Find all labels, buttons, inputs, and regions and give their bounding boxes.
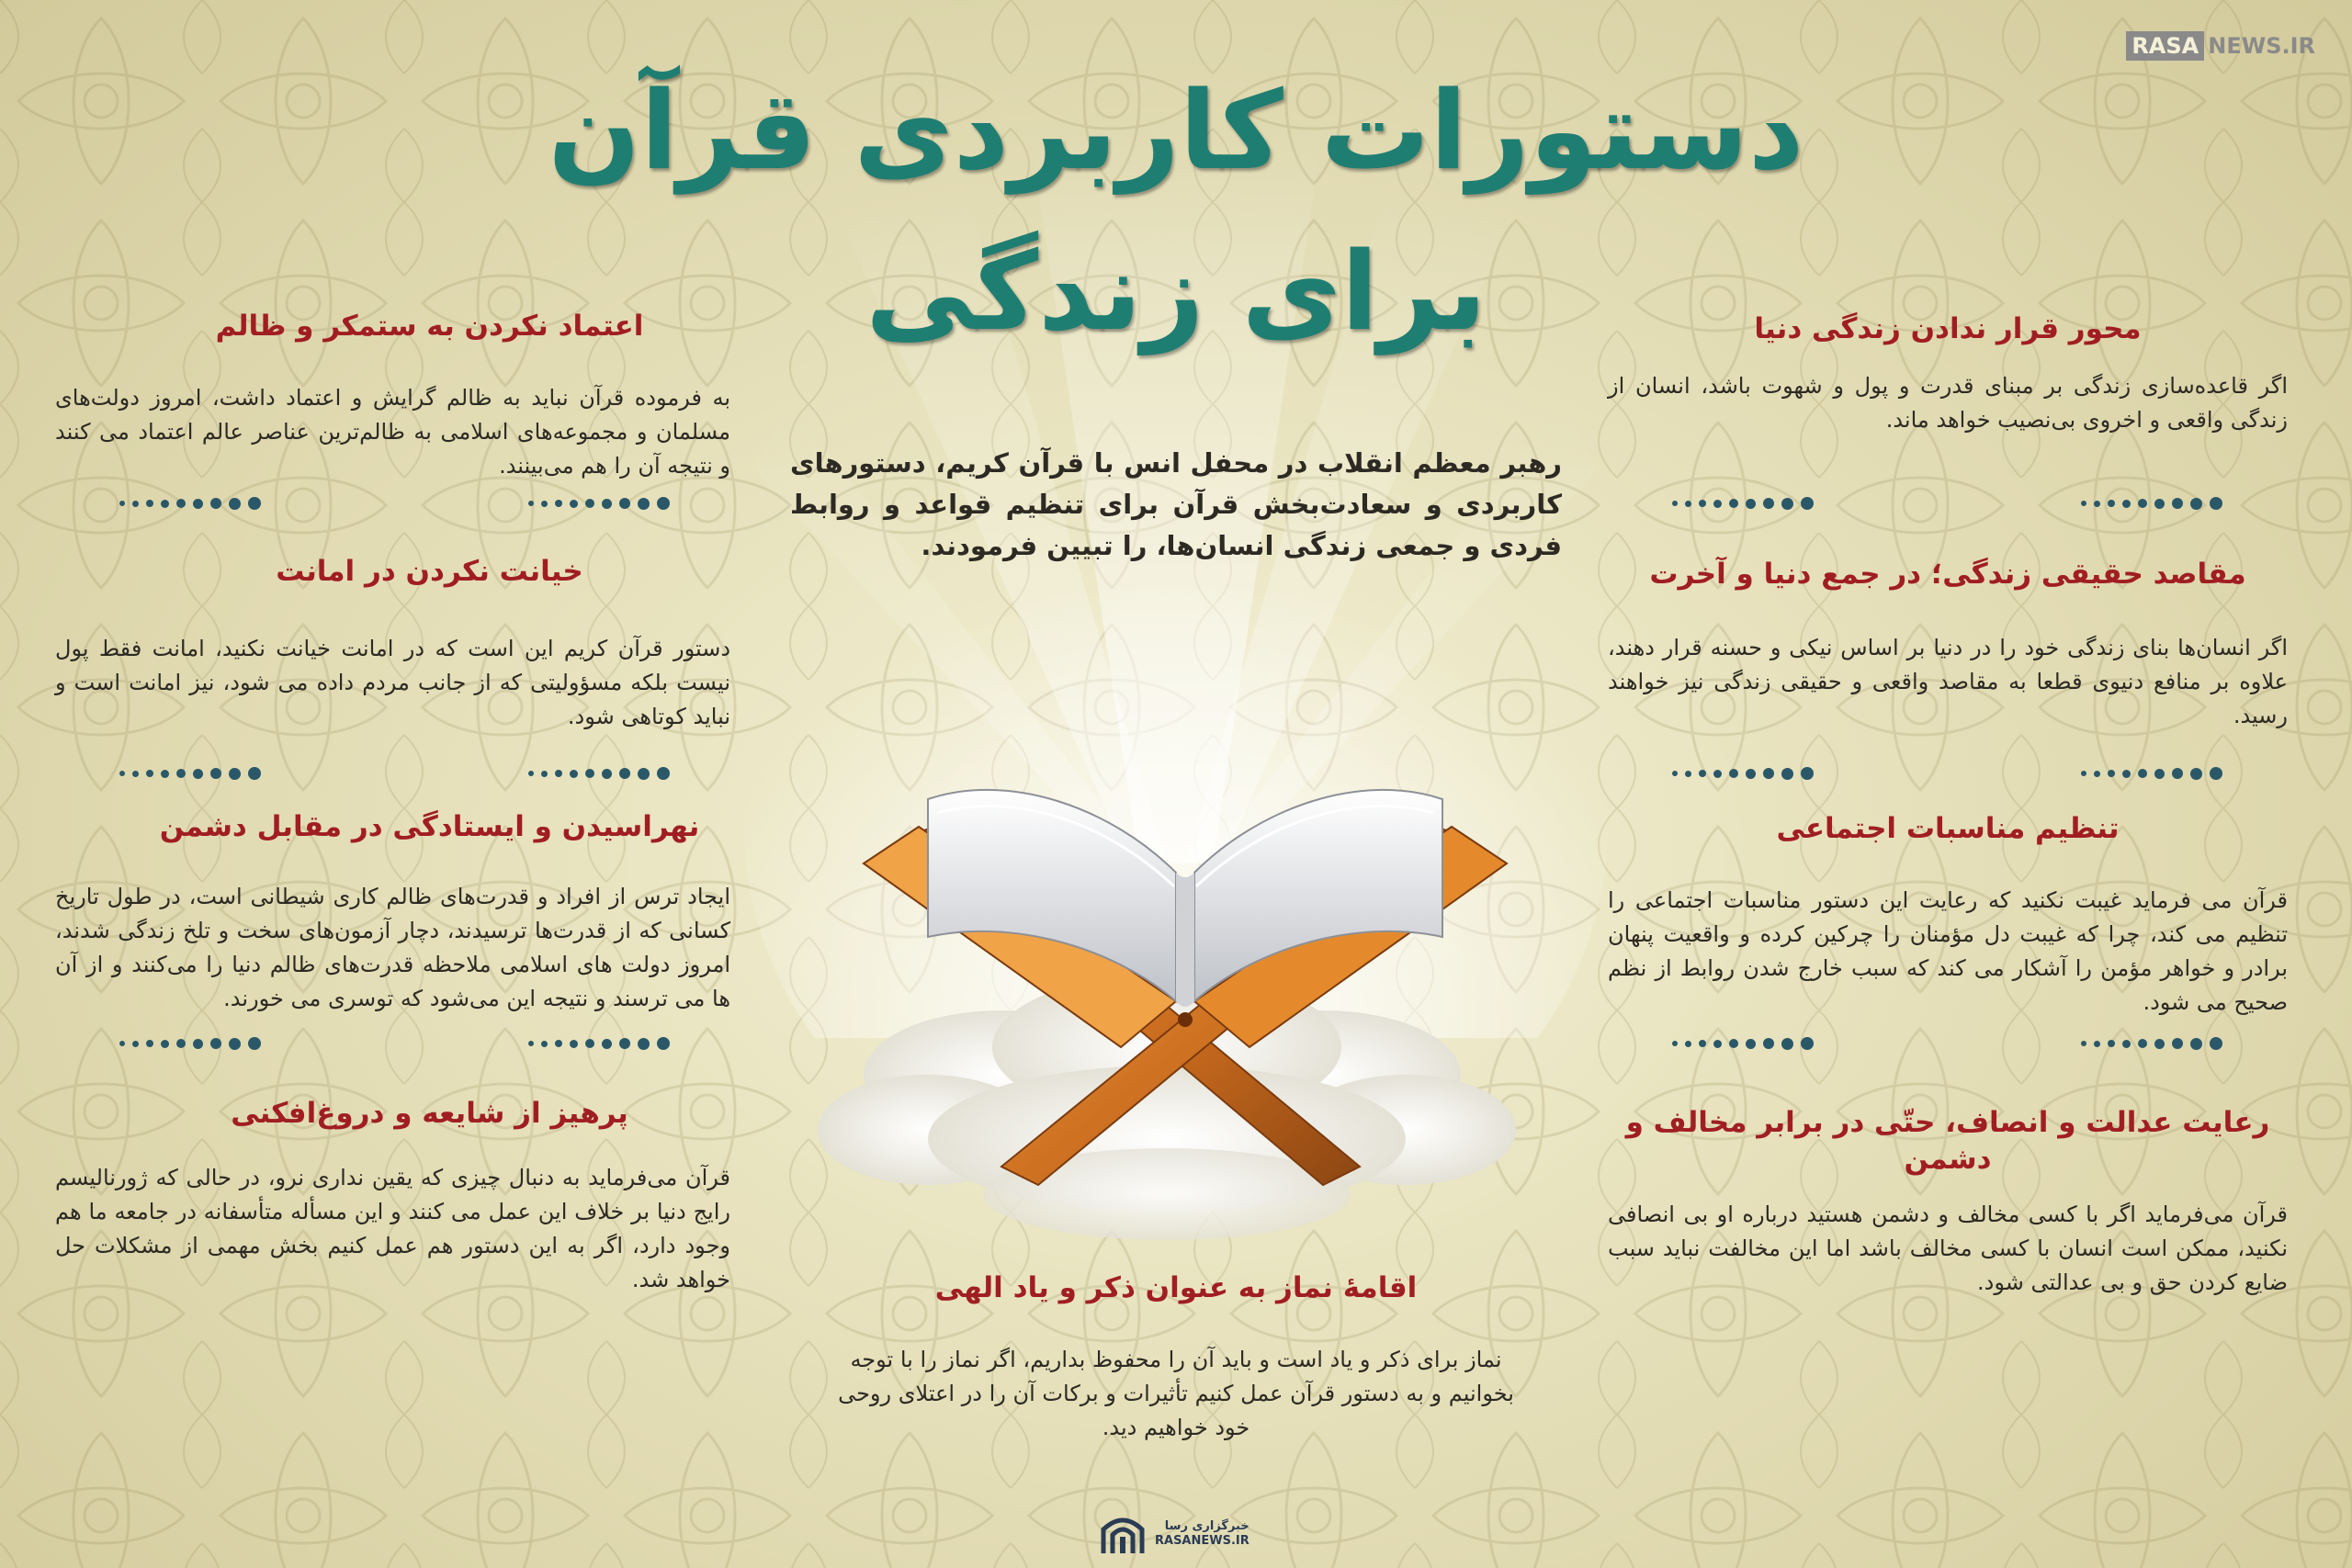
separator-dot [657, 1037, 670, 1050]
separator-dot [2138, 1039, 2147, 1048]
separator-dot [2210, 767, 2222, 780]
separator-dot [541, 771, 548, 777]
separator-dot [1672, 501, 1678, 506]
section-title: محور قرار ندادن زندگی دنیا [1754, 312, 2142, 345]
separator-dot [1713, 770, 1722, 778]
separator-dot [248, 767, 261, 780]
separator-dot [1713, 500, 1722, 508]
separator-dot [229, 498, 241, 510]
separator-dots [1672, 1034, 1814, 1053]
section-text: به فرموده قرآن نباید به ظالم گرایش و اعتماد داشت، امروز دولت‌های مسلمان و مجموعه‌های اسلامی به ظالم‌ترین عناصر عالم اعتماد می کنند و نتیجه آن را هم می‌بینند. [55, 385, 730, 479]
intro-text: رهبر معظم انقلاب در محفل انس با قرآن کریم، دستورهای کاربردی و سعادت‌بخش قرآن برای تنظیم قواعد و روابط فردی و جمعی زندگی انسان‌ها، را تبیین فرمودند. [790, 447, 1562, 561]
separator-dot [619, 498, 630, 509]
separator-dot [1763, 768, 1774, 779]
section-text: قرآن می‌فرماید اگر با کسی مخالف و دشمن هستید درباره او بی انصافی نکنید، ممکن است انسان با کسی مخالف باشد اما این مخالفت نباید سبب ضایع کردن حق و بی عدالتی شود. [1608, 1201, 2288, 1295]
quran-illustration [808, 772, 1525, 1249]
logo-line-1: خبرگزاری رسا [1164, 1519, 1250, 1533]
separator-dots [1672, 494, 1814, 513]
separator-dot [619, 1038, 630, 1049]
separator-dot [229, 768, 241, 780]
section-title: مقاصد حقیقی زندگی؛ در جمع دنیا و آخرت [1649, 558, 2246, 591]
separator-dot [2081, 1041, 2086, 1046]
section-text: دستور قرآن کریم این است که در امانت خیانت نکنید، امانت فقط پول نیست بلکه مسؤولیتی که از جانب مردم داده می شود، نیز امانت است و نباید کوتاهی شود. [55, 636, 730, 729]
separator-dot [1699, 1040, 1706, 1047]
separator-dot [1699, 500, 1706, 507]
separator-dot [2172, 768, 2183, 779]
separator-dot [2172, 498, 2183, 509]
separator-dot [2154, 1039, 2165, 1049]
separator-dots [119, 494, 261, 513]
separator-dot [570, 770, 578, 778]
separator-dot [1672, 1041, 1678, 1046]
separator-dot [1685, 771, 1691, 777]
section-title: تنظیم مناسبات اجتماعی [1776, 812, 2120, 845]
separator-dot [210, 768, 221, 779]
separator-dot [585, 1039, 594, 1048]
separator-dot [602, 1039, 612, 1049]
separator-dot [1781, 768, 1793, 780]
separator-dots [2081, 494, 2222, 513]
separator-dot [1781, 1038, 1793, 1050]
separator-dot [541, 501, 548, 507]
separator-dot [161, 500, 169, 508]
separator-dot [1763, 498, 1774, 509]
separator-dot [638, 498, 650, 510]
separator-dot [176, 499, 186, 508]
separator-dot [585, 499, 594, 508]
separator-dot [2190, 768, 2202, 780]
separator-dot [146, 500, 153, 507]
separator-dot [119, 1041, 125, 1046]
separator-dot [193, 1039, 203, 1049]
separator-dot [1729, 1039, 1738, 1048]
separator-dot [602, 769, 612, 779]
separator-dot [2154, 499, 2165, 509]
separator-dot [2154, 769, 2165, 779]
separator-dot [132, 771, 139, 777]
section-title: خیانت نکردن در امانت [276, 555, 583, 588]
section-title: اقامهٔ نماز به عنوان ذکر و یاد الهی [934, 1271, 1418, 1304]
separator-dot [176, 769, 186, 778]
separator-dot [1801, 497, 1814, 510]
separator-dot [146, 1040, 153, 1047]
separator-dot [210, 498, 221, 509]
watermark-rasa: RASA [2126, 31, 2204, 61]
separator-dots [119, 764, 261, 783]
separator-dot [2094, 771, 2100, 777]
separator-dot [528, 1041, 534, 1046]
separator-dot [248, 1037, 261, 1050]
section-text: قرآن می‌فرماید به دنبال چیزی که یقین نداری نرو، در حالی که ژورنالیسم رایج دنیا بر خلاف این عمل می کنند و این مسأله متأسفانه در جامعه ما هم وجود دارد، اگر به این دستور هم عمل کنیم بخش مهمی از مشکلات حل خواهد شد. [55, 1165, 730, 1292]
separator-dot [161, 770, 169, 778]
separator-dot [1729, 499, 1738, 508]
separator-dot [161, 1040, 169, 1048]
section-right-4 [1608, 1104, 2288, 1300]
separator-dot [2081, 501, 2086, 506]
section-left-4 [55, 1095, 730, 1297]
logo-line-2: RASANEWS.IR [1155, 1534, 1250, 1548]
separator-dot [528, 501, 534, 506]
separator-dot [1685, 1041, 1691, 1047]
separator-dot [1672, 771, 1678, 776]
separator-dot [602, 499, 612, 509]
separator-dots [528, 764, 670, 783]
separator-dot [2108, 1040, 2115, 1047]
separator-dot [1801, 767, 1814, 780]
section-title: نهراسیدن و ایستادگی در مقابل دشمن [159, 810, 700, 843]
separator-dot [638, 768, 650, 780]
separator-dot [1699, 770, 1706, 777]
separator-dot [2094, 1041, 2100, 1047]
separator-dot [585, 769, 594, 778]
separator-dot [1685, 501, 1691, 507]
separator-dot [248, 497, 261, 510]
title-line-1: دستورات کاربردی قرآن [548, 67, 1804, 194]
separator-dot [555, 1040, 562, 1047]
separator-dot [2081, 771, 2086, 776]
separator-dot [2138, 769, 2147, 778]
separator-dot [2210, 1037, 2222, 1050]
section-text: ایجاد ترس از افراد و قدرت‌های ظالم کاری شیطانی است، در طول تاریخ کسانی که از قدرت‌ها ترسیدند، دچار آزمون‌های سخت و تلخ زندگی شدند، امروز دولت های اسلامی ملاحظه قدرت‌های ظالم دنیا را می‌کنند و از آن ها می ترسند و نتیجه این می‌شود که توسری می خورند. [55, 884, 730, 1011]
separator-dot [176, 1039, 186, 1048]
separator-dot [132, 1041, 139, 1047]
separator-dot [119, 771, 125, 776]
rasa-logo-icon [1098, 1509, 1148, 1559]
separator-dot [570, 1040, 578, 1048]
separator-dot [2122, 770, 2131, 778]
separator-dot [657, 767, 670, 780]
section-right-2 [1608, 556, 2288, 733]
separator-dots [528, 494, 670, 513]
section-text: اگر انسان‌ها بنای زندگی خود را در دنیا بر اساس نیکی و حسنه قرار دهند، علاوه بر منافع دنیوی قطعا به مقاصد واقعی و حقیقی زندگی نیز خواهند رسید. [1608, 635, 2288, 728]
section-left-2 [55, 553, 730, 734]
section-title: پرهیز از شایعه و دروغ‌افکنی [231, 1097, 628, 1130]
separator-dot [1746, 1039, 1756, 1049]
separator-dots [2081, 764, 2222, 783]
separator-dot [2108, 770, 2115, 777]
separator-dot [1801, 1037, 1814, 1050]
separator-dot [2172, 1038, 2183, 1049]
separator-dot [146, 770, 153, 777]
title-line-2: برای زندگی [865, 228, 1487, 355]
separator-dot [229, 1038, 241, 1050]
separator-dot [555, 500, 562, 507]
separator-dot [1746, 499, 1756, 509]
rasa-watermark [2126, 33, 2315, 59]
separator-dot [132, 501, 139, 507]
separator-dot [2122, 1040, 2131, 1048]
separator-dots [528, 1034, 670, 1053]
separator-dot [1713, 1040, 1722, 1048]
section-left-1 [55, 308, 730, 483]
separator-dot [210, 1038, 221, 1049]
separator-dot [1763, 1038, 1774, 1049]
separator-dot [1781, 498, 1793, 510]
separator-dot [2094, 501, 2100, 507]
section-text: نماز برای ذکر و یاد است و باید آن را محفوظ بداریم، اگر نماز را با توجه بخوانیم و به دستور قرآن عمل کنیم تأثیرات و برکات آن را در اعتلای روحی خود خواهیم دید. [838, 1347, 1514, 1440]
separator-dot [2122, 500, 2131, 508]
section-right-1 [1608, 310, 2288, 437]
separator-dot [528, 771, 534, 776]
separator-dot [2190, 498, 2202, 510]
separator-dots [1672, 764, 1814, 783]
section-text: اگر قاعده‌سازی زندگی بر مبنای قدرت و پول و شهوت باشد، انسان از زندگی واقعی و اخروی بی‌نصیب خواهد ماند. [1608, 373, 2288, 433]
section-right-3 [1608, 810, 2288, 1020]
separator-dot [2138, 499, 2147, 508]
separator-dots [119, 1034, 261, 1053]
separator-dot [193, 499, 203, 509]
separator-dot [193, 769, 203, 779]
section-bottom [827, 1269, 1525, 1445]
rasa-logo [1098, 1506, 1254, 1562]
separator-dot [541, 1041, 548, 1047]
separator-dot [119, 501, 125, 506]
section-text: قرآن می فرماید غیبت نکنید که رعایت این دستور مناسبات اجتماعی را تنظیم می کند، چرا که غیبت دل مؤمنان را چرکین کرده و واقعیت پنهان برادر و خواهر مؤمن را آشکار می کند که سبب خارج شدن روابط از نظم صحیح می شود. [1608, 887, 2288, 1015]
separator-dot [570, 500, 578, 508]
separator-dots [2081, 1034, 2222, 1053]
separator-dot [657, 497, 670, 510]
watermark-news: NEWS.IR [2208, 33, 2315, 59]
separator-dot [2190, 1038, 2202, 1050]
separator-dot [555, 770, 562, 777]
separator-dot [2108, 500, 2115, 507]
separator-dot [1729, 769, 1738, 778]
section-title: اعتماد نکردن به ستمکر و ظالم [215, 310, 644, 343]
separator-dot [638, 1038, 650, 1050]
separator-dot [2210, 497, 2222, 510]
section-left-3 [55, 808, 730, 1016]
section-title: رعایت عدالت و انصاف، حتّی در برابر مخالف و دشمن [1625, 1106, 2270, 1176]
separator-dot [1746, 769, 1756, 779]
separator-dot [619, 768, 630, 779]
